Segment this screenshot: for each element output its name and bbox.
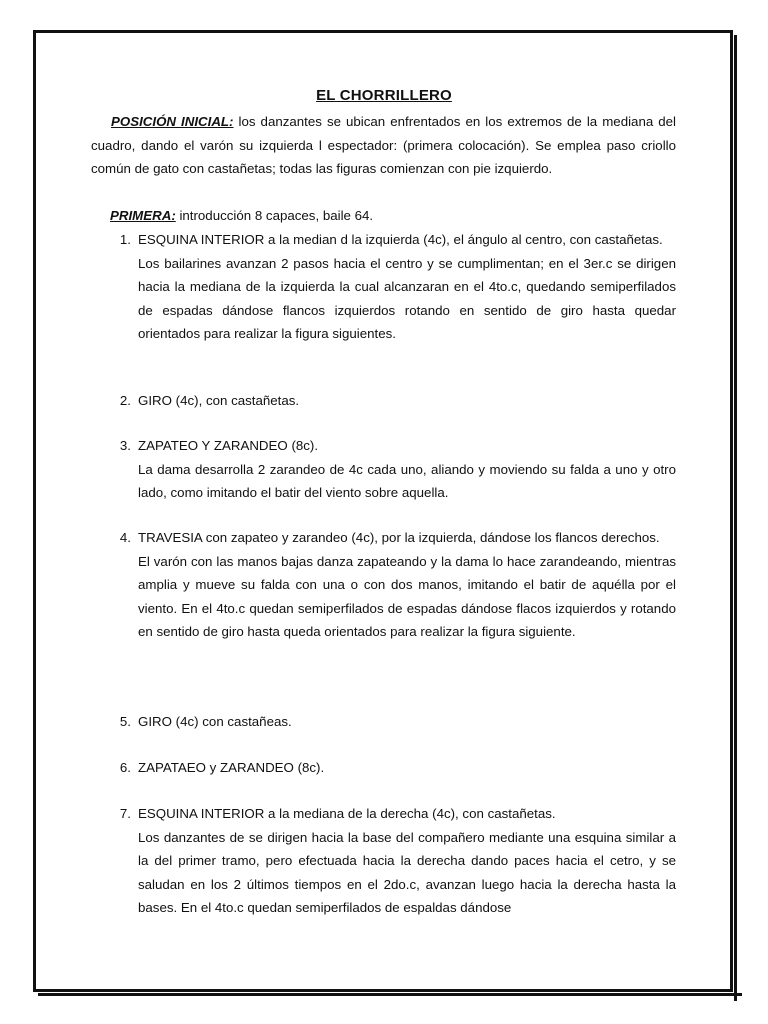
list-item [91, 434, 676, 505]
list-item-heading: ESQUINA INTERIOR a la mediana de la derecha (4c), con castañetas. [138, 806, 556, 821]
list-item [91, 756, 676, 780]
list-item-number: 4. [119, 530, 131, 545]
list-item [91, 228, 676, 346]
list-item [91, 710, 676, 734]
list-item-number: 6. [119, 760, 131, 775]
list-item [91, 802, 676, 920]
intro-label: POSICIÓN INICIAL: [111, 114, 234, 129]
list-item [91, 526, 676, 644]
list-item [91, 389, 676, 413]
list-item-number: 2. [119, 393, 131, 408]
list-item-number: 1. [119, 232, 131, 247]
primera-text: introducción 8 capaces, baile 64. [175, 208, 374, 223]
list-item-heading: ESQUINA INTERIOR a la median d la izquierda (4c), el ángulo al centro, con castañetas. [138, 232, 663, 247]
intro-text: los danzantes se ubican enfrentados en los extremos de la mediana del cuadro, dando el varón su izquierda l espectador: (primera colocación). Se emplea paso criollo común de gato con castañetas; todas las figuras comienzan con pie izquierdo. [91, 114, 677, 176]
list-item-detail: El varón con las manos bajas danza zapateando y la dama lo hace zarandeando, mientras amplia y mueve su falda con una o con dos manos, imitando el batir de aquélla por el viento. En el 4to.c quedan semiperfilados de espadas dándose flacos izquierdos y rotando en sentido de giro hasta queda orientados para realizar la figura siguiente. [138, 553, 676, 639]
list-item-number: 5. [119, 714, 131, 729]
list-item-number: 7. [119, 806, 131, 821]
list-item-detail: Los danzantes de se dirigen hacia la base del compañero mediante una esquina similar a la del primer tramo, pero efectuada hacia la derecha dando paces hacia el cetro, y se saludan en los 2 últimos tiempos en el 2do.c, avanzan luego hacia la derecha hasta la bases. En el 4to.c quedan semiperfilados de espaldas dándose [138, 829, 676, 915]
list-item-heading: ZAPATEO Y ZARANDEO (8c). [138, 438, 319, 453]
list-item-heading: GIRO (4c), con castañetas. [138, 393, 300, 408]
list-item-detail: La dama desarrolla 2 zarandeo de 4c cada uno, aliando y moviendo su falda a uno y otro lado, como imitando el batir del viento sobre aquella. [138, 461, 676, 500]
list-item-number: 3. [119, 438, 131, 453]
primera-paragraph [110, 204, 676, 228]
primera-label: PRIMERA: [110, 208, 176, 223]
intro-paragraph [91, 110, 676, 181]
list-item-detail: Los bailarines avanzan 2 pasos hacia el centro y se cumplimentan; en el 3er.c se dirigen hacia la mediana de la izquierda la cual alcanzaran en el 4to.c, quedando semiperfilados de espadas dándose flancos izquierdos rotando en sentido de giro hasta quedar orientados para realizar la figura siguientes. [138, 255, 676, 341]
list-item-heading: ZAPATAEO y ZARANDEO (8c). [138, 760, 325, 775]
document-title: EL CHORRILLERO [316, 87, 452, 104]
list-item-heading: GIRO (4c) con castañeas. [138, 714, 292, 729]
list-item-heading: TRAVESIA con zapateo y zarandeo (4c), por la izquierda, dándose los flancos derechos. [138, 530, 660, 545]
